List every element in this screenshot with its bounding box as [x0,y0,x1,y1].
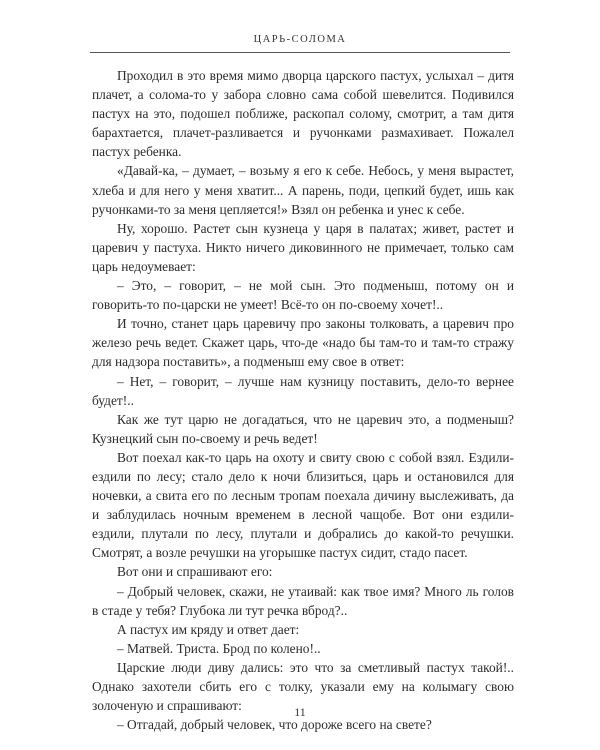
paragraph: А пастух им кряду и ответ дает: [117,621,300,637]
paragraph: Вот поехал как-то царь на охоту и свиту свою с собой взял. Ездили-ездили по лесу; стало дело к ночи близиться, царь и остановился для ночевки, а свита его по лесным тропам поехала дичину выслеживать, да и заблудилась ночным временем в лесной чащобе. Вот они ездили-ездили, плутали по лесу, плутали и добрались до какой-то речушки. Смотрят, а возле речушки на угорышке пастух сидит, стадо пасет. [92,449,514,561]
paragraph: – Нет, – говорит, – лучше нам кузницу поставить, дело-то вернее будет!.. [92,373,514,408]
paragraph: Проходил в это время мимо дворца царского пастух, услыхал – дитя плачет, а солома-то у забора словно сама собой шевелится. Подивился пастух на это, подошел поближе, раскопал солому, смотрит, а там дитя барахтается, плачет-разливается и ручонками размахивает. Пожалел пастух ребенка. [92,68,514,160]
paragraph: «Давай-ка, – думает, – возьму я его к себе. Небось, у меня вырастет, хлеба и для него у меня хватит... А парень, поди, цепкий будет, ишь как ручонками-то за меня цепляется!» Взял он ребенка и унес к себе. [92,163,514,217]
paragraph: – Это, – говорит, – не мой сын. Это подменыш, потому он и говорить-то по-царски не умеет! Всё-то он по-своему хочет!.. [92,278,514,313]
paragraph: Вот они и спрашивают его: [117,564,273,580]
header-rule [90,52,510,53]
body-text [92,66,514,734]
paragraph: Царские люди диву дались: это что за сметливый пастух такой!.. Однако захотели сбить его с толку, указали ему на колымагу свою золоченую и спрашивают: [92,659,514,714]
paragraph: – Матвей. Триста. Брод по колено!.. [117,640,321,656]
page-number: 11 [294,705,306,719]
running-title: ЦАРЬ-СОЛОМА [253,34,347,45]
paragraph: – Добрый человек, скажи, не утаивай: как твое имя? Много ль голов в стаде у тебя? Глубока ли тут речка вброд?.. [92,583,514,618]
paragraph: – Отгадай, добрый человек, что дороже всего на свете? [117,717,432,733]
paragraph: Как же тут царю не догадаться, что не царевич это, а подменыш? Кузнецкий сын по-своему и речь ведет! [92,411,514,446]
paragraph: И точно, станет царь царевичу про законы толковать, а царевич про железо речь ведет. Скажет царь, что-де «надо бы там-то и там-то стражу для надзора поставить», а подменыш ему свое в ответ: [92,316,514,370]
paragraph: Ну, хорошо. Растет сын кузнеца у царя в палатах; живет, растет и царевич у пастуха. Никто ничего диковинного не примечает, только сам царь недоумевает: [92,220,514,274]
